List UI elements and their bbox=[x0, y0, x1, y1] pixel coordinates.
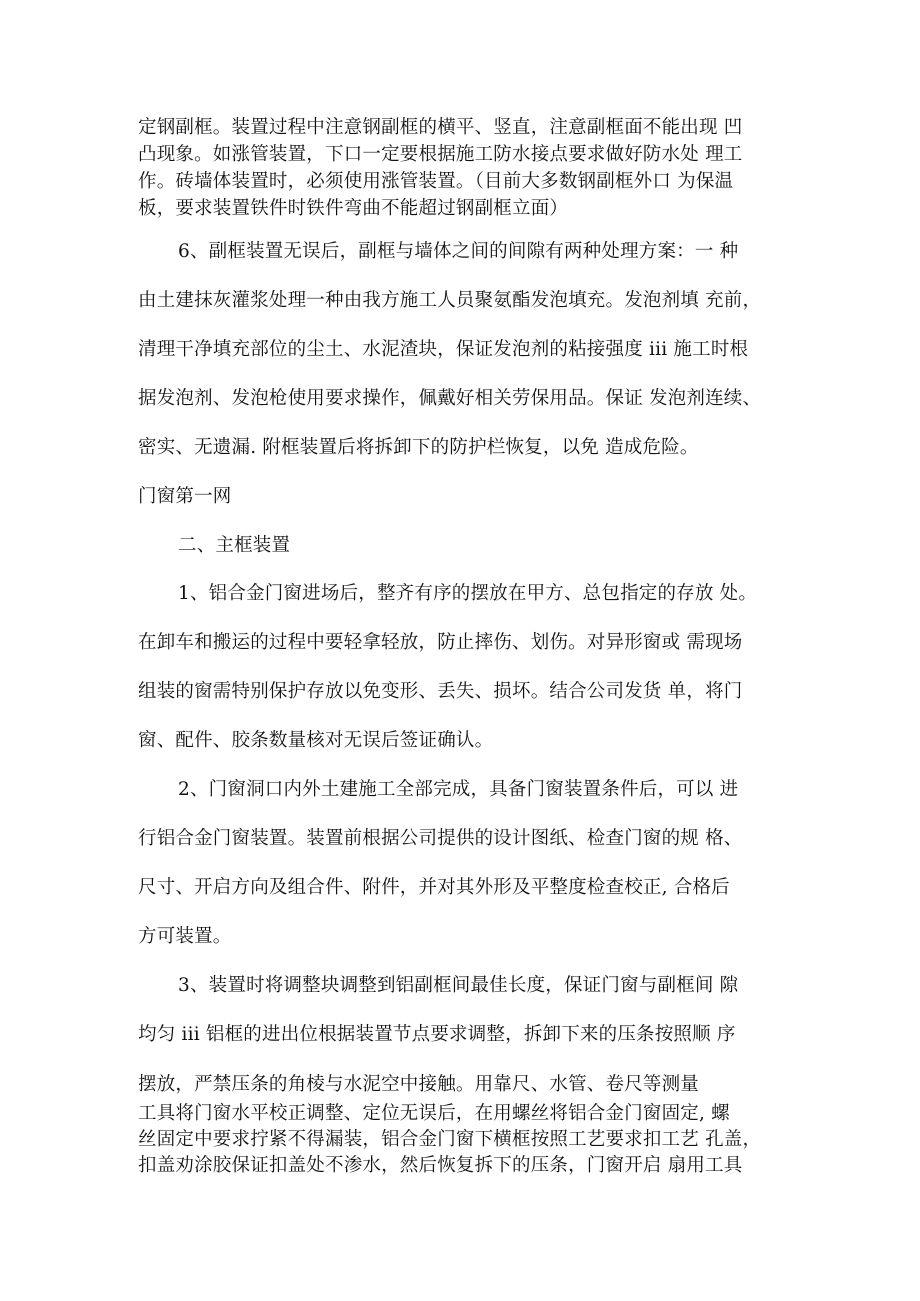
text-line: 3、装置时将调整块调整到铝副框间最佳长度，保证门窗与副框间 隙 bbox=[178, 975, 739, 996]
text-line: 行铝合金门窗装置。装置前根据公司提供的设计图纸、检查门窗的规 格、 bbox=[138, 828, 743, 849]
text-line: 作。砖墙体装置时，必须使用涨管装置。（目前大多数钢副框外口 为保温 bbox=[138, 171, 734, 192]
text-line: 密实、无遗漏. 附框装置后将拆卸下的防护栏恢复，以免 造成危险。 bbox=[138, 437, 699, 458]
text-line: 凸现象。如涨管装置，下口一定要根据施工防水接点要求做好防水处 理工 bbox=[138, 144, 743, 165]
text-line: 由土建抹灰灌浆处理一种由我方施工人员聚氨酯发泡填充。发泡剂填 充前， bbox=[138, 290, 762, 311]
text-line: 丝固定中要求拧紧不得漏装，铝合金门窗下横框按照工艺要求扣工艺 孔盖， bbox=[138, 1129, 762, 1150]
text-line: 据发泡剂、发泡枪使用要求操作，佩戴好相关劳保用品。保证 发泡剂连续、 bbox=[138, 388, 762, 409]
text-line: 尺寸、开启方向及组合件、附件，并对其外形及平整度检查校正, 合格后 bbox=[138, 877, 730, 898]
text-line: 均匀 iii 铝框的进出位根据装置节点要求调整，拆卸下来的压条按照顺 序 bbox=[138, 1024, 736, 1045]
text-line: 清理干净填充部位的尘土、水泥渣块，保证发泡剂的粘接强度 iii 施工时根 bbox=[138, 339, 749, 360]
text-line: 扣盖劝涂胶保证扣盖处不渗水，然后恢复拆下的压条，门窗开启 扇用工具 bbox=[138, 1155, 743, 1176]
text-line: 6、副框装置无误后，副框与墙体之间的间隙有两种处理方案：一 种 bbox=[178, 241, 739, 262]
section-heading: 二、主框装置 bbox=[178, 535, 291, 556]
watermark-note: 门窗第一网 bbox=[138, 486, 232, 507]
text-line: 工具将门窗水平校正调整、定位无误后，在用螺丝将铝合金门窗固定, 螺 bbox=[138, 1103, 730, 1124]
text-line: 窗、配件、胶条数量核对无误后签证确认。 bbox=[138, 730, 494, 751]
text-line: 2、门窗洞口内外土建施工全部完成，具备门窗装置条件后，可以 进 bbox=[178, 779, 739, 800]
text-line: 摆放，严禁压条的角棱与水泥空中接触。用靠尺、水管、卷尺等测量 bbox=[138, 1074, 700, 1095]
text-line: 方可装置。 bbox=[138, 926, 232, 947]
text-line: 组装的窗需特别保护存放以免变形、丢失、损坏。结合公司发货 单，将门 bbox=[138, 681, 743, 702]
text-line: 定钢副框。装置过程中注意钢副框的横平、竖直，注意副框面不能出现 凹 bbox=[138, 117, 743, 138]
text-line: 在卸车和搬运的过程中要轻拿轻放，防止摔伤、划伤。对异形窗或 需现场 bbox=[138, 632, 743, 653]
text-line: 板，要求装置铁件时铁件弯曲不能超过钢副框立面） bbox=[138, 198, 569, 219]
text-line: 1、铝合金门窗进场后，整齐有序的摆放在甲方、总包指定的存放 处。 bbox=[178, 583, 758, 604]
